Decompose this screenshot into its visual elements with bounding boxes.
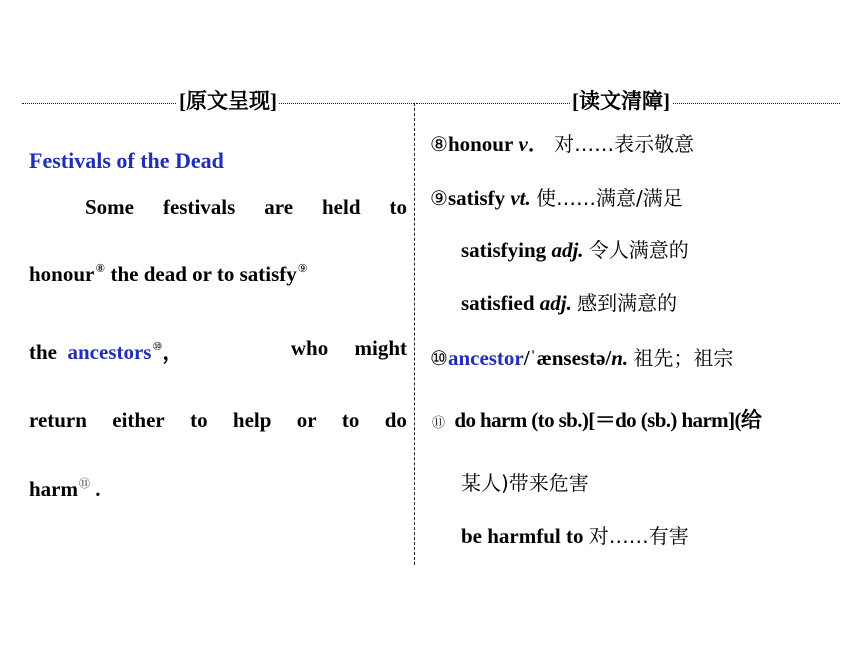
note-phrase: do harm (to sb.)[＝do (sb.) harm](给 [454, 408, 762, 432]
word-honour: honour [29, 262, 95, 286]
note-meaning: 令人满意的 [588, 238, 689, 262]
word: either [112, 408, 165, 432]
note-pos: adj. [539, 291, 572, 315]
passage-line-2 [29, 262, 407, 287]
note-8 [430, 128, 694, 158]
original-text-header: [原文呈现] [177, 85, 279, 117]
note-9-satisfying [461, 234, 689, 263]
note-meaning: 感到满意的 [577, 291, 678, 315]
word: to [341, 408, 360, 432]
note-10 [430, 342, 733, 371]
note-ref-8: ⑧ [95, 263, 106, 275]
note-phonetic: /ˈænsestə/ [523, 346, 612, 370]
note-9-satisfied [461, 287, 677, 316]
note-ref-11: ⑪ [79, 478, 90, 490]
note-word: satisfied [461, 291, 535, 315]
note-meaning: 使……满意/满足 [536, 186, 683, 210]
word: festivals [162, 195, 236, 219]
note-phrase: be harmful to [461, 524, 584, 548]
word-harm: harm [29, 477, 78, 501]
word: to [190, 408, 208, 432]
note-11 [432, 404, 761, 434]
word: do [384, 408, 407, 432]
note-number: ⑧ [430, 132, 448, 156]
note-meaning: 祖先；祖宗 [633, 346, 734, 370]
note-pos: adj. [551, 238, 584, 262]
comma: ， [162, 340, 184, 364]
note-meaning: 对……表示敬意 [554, 132, 695, 156]
word-ancestors: ancestors [67, 340, 152, 364]
word: held [322, 195, 361, 219]
note-word: satisfy [447, 186, 506, 210]
note-dot: ． [527, 132, 549, 156]
word-might: might [354, 336, 407, 360]
note-11-continued [461, 467, 589, 496]
note-ref-10: ⑩ [152, 341, 163, 353]
passage-line-1 [29, 195, 407, 220]
line3-left [29, 336, 183, 366]
word: are [264, 195, 294, 219]
passage-line-5 [29, 475, 407, 502]
word: help [232, 408, 272, 432]
note-meaning: 某人)带来危害 [461, 471, 589, 495]
line2-rest: the dead or to satisfy [105, 262, 297, 286]
column-separator [414, 103, 415, 565]
note-number: ⑪ [432, 416, 445, 431]
word: to [389, 195, 407, 219]
note-pos: vt. [510, 186, 531, 210]
note-word: satisfying [461, 238, 547, 262]
line3-right [291, 336, 407, 366]
passage-title: Festivals of the Dead [29, 148, 224, 173]
reading-notes-header: [读文清障] [570, 85, 672, 117]
note-number: ⑩ [430, 346, 448, 370]
line1-text [85, 195, 407, 220]
note-pos: n. [611, 346, 629, 370]
word-the: the [29, 340, 57, 364]
word: return [29, 408, 87, 432]
period: . [90, 477, 101, 501]
note-9 [430, 182, 683, 211]
word-who: who [290, 336, 329, 360]
note-word: ancestor [447, 346, 524, 370]
note-11-harmful [461, 520, 689, 549]
word: or [296, 408, 317, 432]
passage-line-4 [29, 408, 407, 433]
word: Some [85, 195, 134, 219]
passage-line-3 [29, 336, 407, 366]
note-ref-9: ⑨ [297, 263, 308, 275]
note-number: ⑨ [430, 186, 448, 210]
note-word: honour [447, 132, 514, 156]
note-meaning: 对……有害 [588, 524, 689, 548]
note-pos: v [518, 132, 528, 156]
